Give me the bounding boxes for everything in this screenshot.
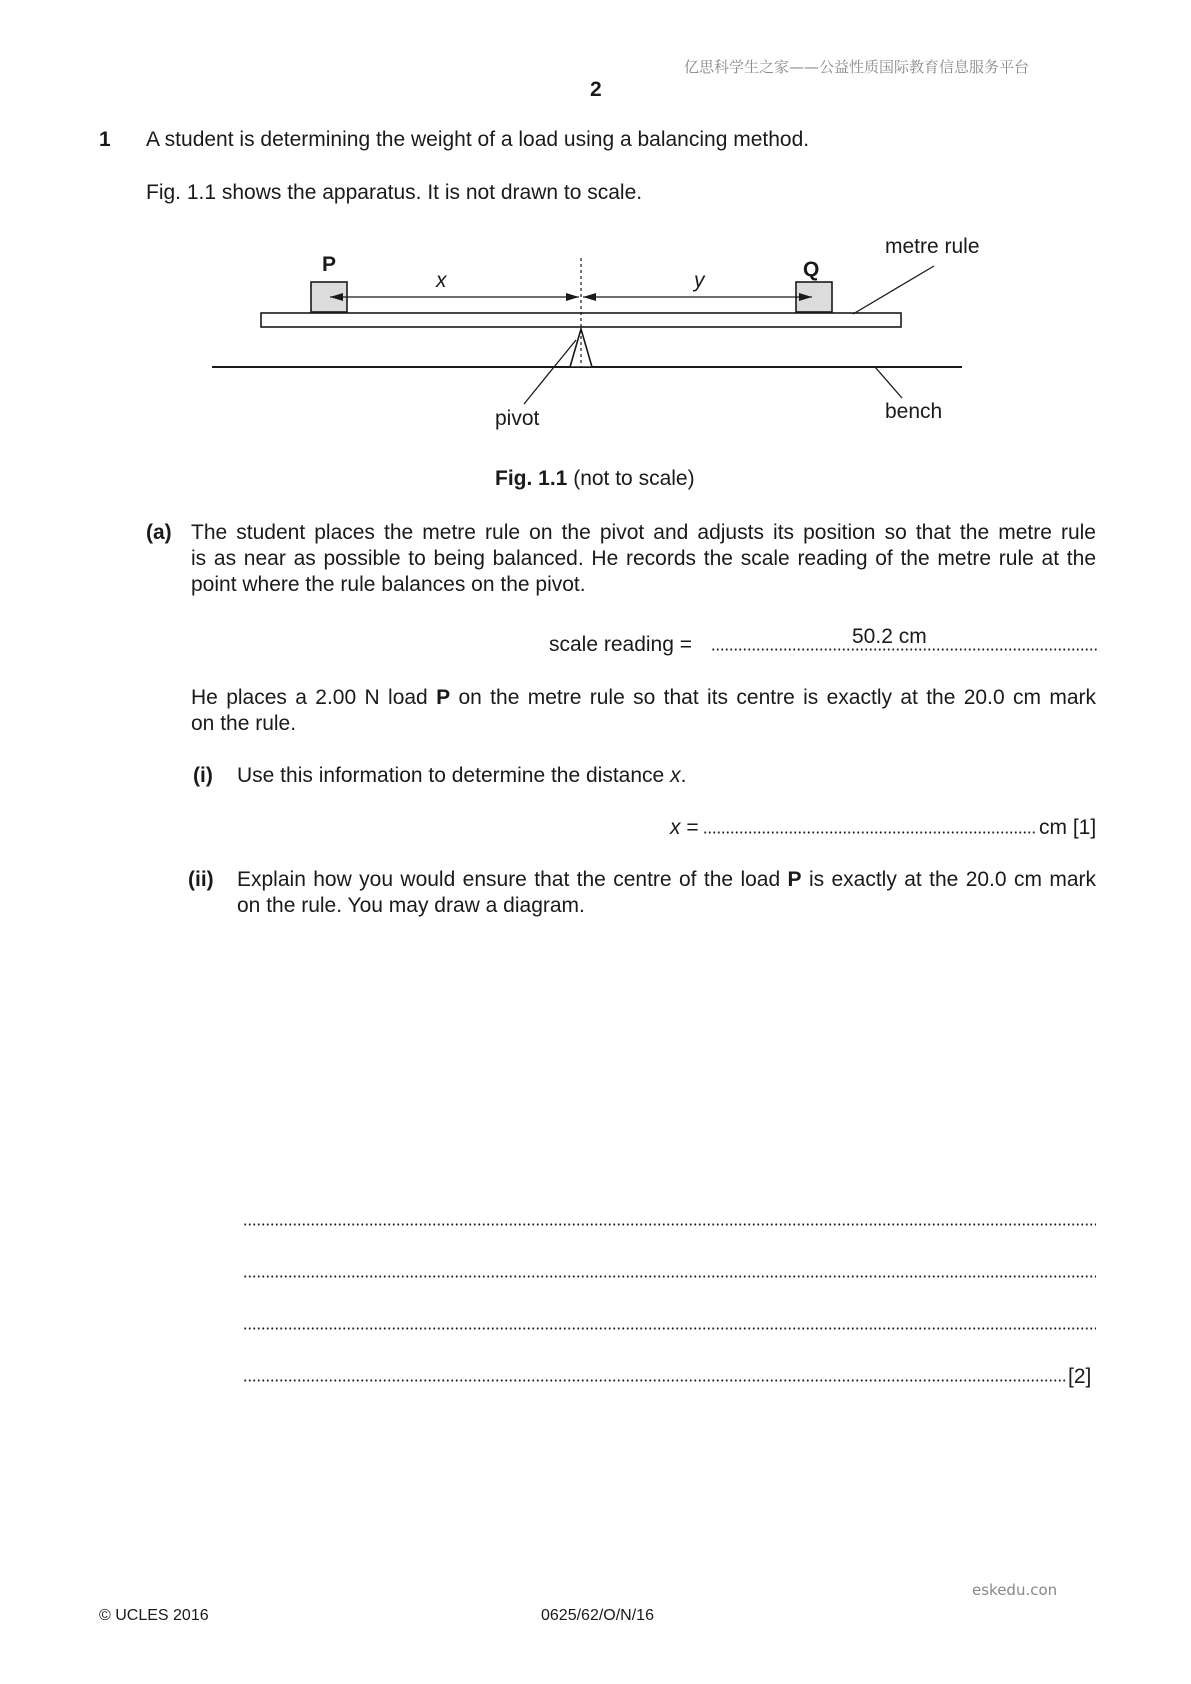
x-answer-unit-marks (1039, 815, 1096, 841)
scale-reading-label: scale reading = (549, 633, 693, 656)
label-metre-rule: metre rule (885, 235, 980, 258)
leader-bench (875, 367, 902, 398)
arrow-y-left (583, 293, 596, 301)
answer-line-1[interactable] (243, 1223, 1096, 1226)
part-a-label: (a) (146, 521, 172, 544)
figure-caption-bold: Fig. 1.1 (495, 467, 568, 490)
part-ii-text-line2: on the rule. You may draw a diagram. (237, 894, 585, 917)
x-answer-unit: cm (1039, 816, 1067, 839)
part-a-text-line3: point where the rule balances on the pivot. (191, 573, 586, 596)
part-i-text-end: . (680, 764, 687, 787)
arrow-x-right (566, 293, 579, 301)
question-intro: A student is determining the weight of a load using a balancing method. (146, 128, 810, 151)
part-a-text-line2: is as near as possible to being balanced. He records the scale reading of the metre rule at the (191, 547, 1096, 570)
answer-line-4[interactable] (243, 1379, 1066, 1382)
watermark-top: 亿思科学生之家——公益性质国际教育信息服务平台 (684, 58, 1030, 76)
figure-intro: Fig. 1.1 shows the apparatus. It is not drawn to scale. (146, 181, 643, 204)
label-y: y (694, 269, 705, 292)
load-text-post: on the metre rule so that its centre is exactly at the 20.0 cm mark (450, 686, 1096, 709)
apparatus-diagram (0, 0, 1191, 470)
x-answer-var: x (670, 816, 681, 839)
leader-metre-rule (853, 266, 934, 314)
label-p: P (322, 253, 337, 276)
label-pivot: pivot (495, 407, 540, 430)
scale-reading-answer: 50.2 cm (852, 625, 927, 648)
part-ii-text-bold: P (787, 868, 802, 891)
footer-code: 0625/62/O/N/16 (541, 1607, 654, 1624)
part-i-label: (i) (193, 764, 213, 787)
part-ii-label: (ii) (188, 868, 214, 891)
load-p-text-line2: on the rule. (191, 712, 297, 735)
watermark-bottom: eskedu.con (972, 1581, 1058, 1599)
answer-line-3[interactable] (243, 1327, 1096, 1330)
label-x: x (436, 269, 447, 292)
part-ii-marks: [2] (1068, 1365, 1092, 1388)
part-ii-text (237, 867, 1096, 893)
x-answer-eq: = (686, 816, 699, 839)
x-answer-line[interactable] (703, 831, 1036, 834)
part-i-marks: [1] (1072, 816, 1097, 839)
load-text-pre: He places a 2.00 N load (191, 686, 437, 709)
label-bench: bench (885, 400, 943, 423)
part-a-text-line1: The student places the metre rule on the pivot and adjusts its position so that the metre rule (191, 521, 1096, 544)
page-number: 2 (590, 78, 602, 101)
label-q: Q (803, 258, 820, 281)
footer-copyright: © UCLES 2016 (99, 1607, 209, 1624)
part-i-text-pre: Use this information to determine the distance (237, 764, 671, 787)
question-number: 1 (99, 128, 111, 151)
figure-caption-rest: (not to scale) (573, 467, 695, 490)
x-answer-label (670, 815, 699, 841)
answer-line-2[interactable] (243, 1275, 1096, 1278)
part-i-text-var: x (670, 764, 681, 787)
part-ii-text-pre: Explain how you would ensure that the centre of the load (237, 868, 788, 891)
load-p-text (191, 685, 1096, 711)
leader-pivot (524, 340, 576, 404)
part-ii-text-post: is exactly at the 20.0 cm mark (801, 868, 1096, 891)
part-i-text (237, 763, 686, 789)
load-text-bold: P (436, 686, 451, 709)
figure-caption (495, 466, 695, 492)
